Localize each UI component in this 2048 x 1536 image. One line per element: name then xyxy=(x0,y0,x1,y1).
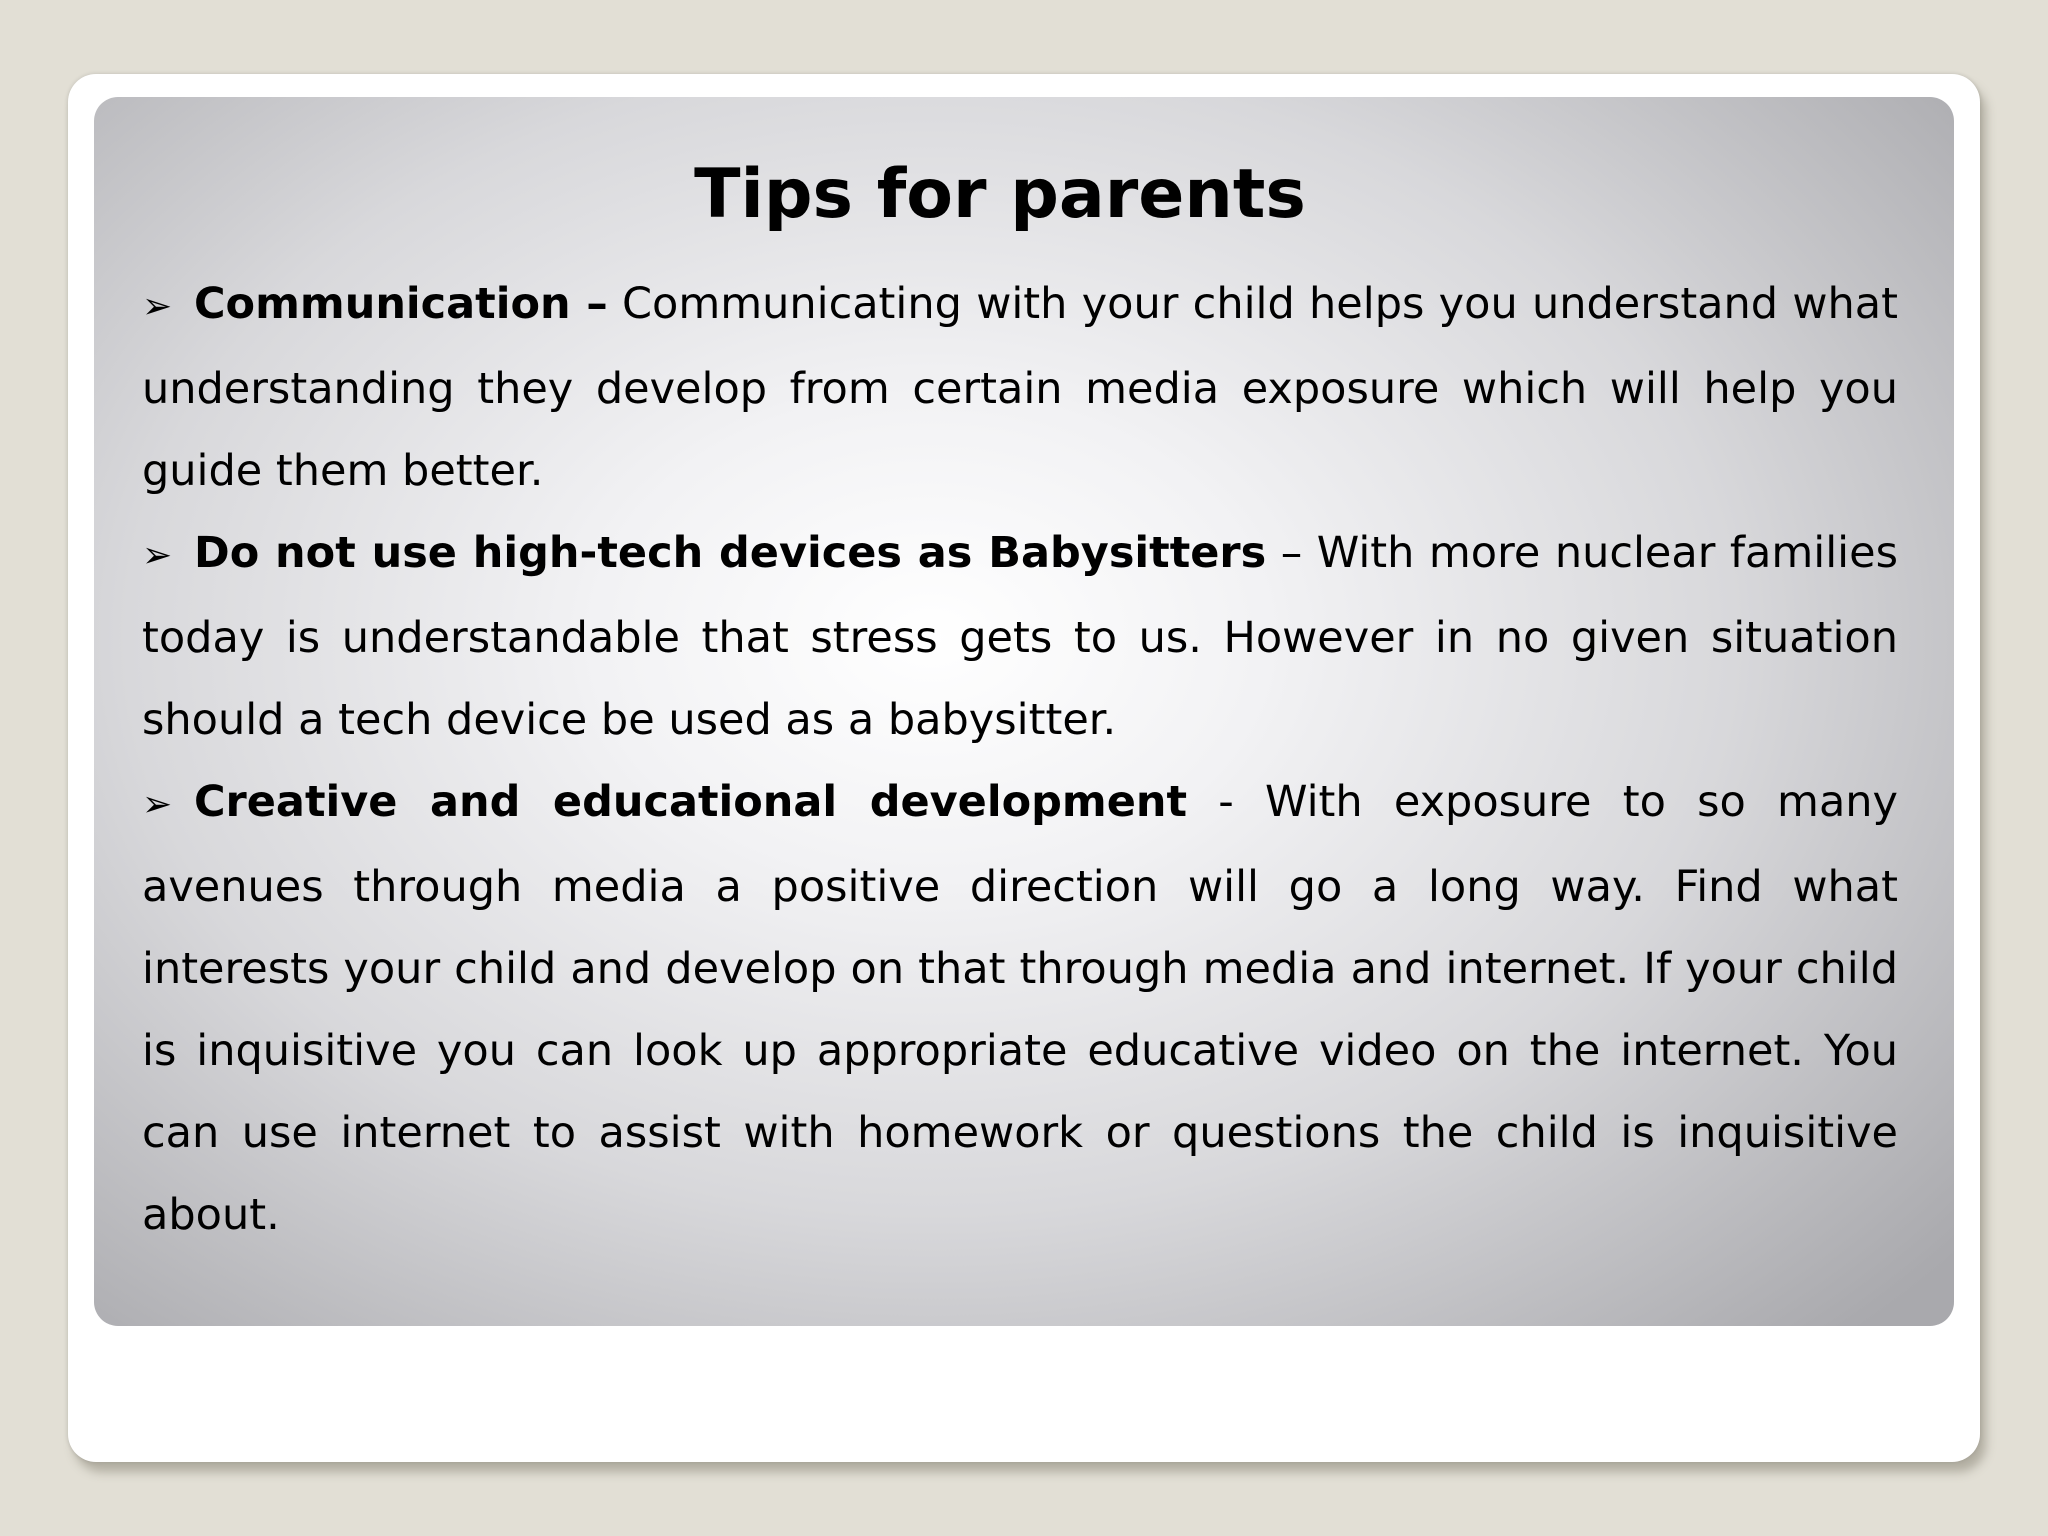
content-panel xyxy=(94,97,1954,1326)
arrow-bullet-icon: ➢ xyxy=(142,286,173,327)
tip-body: – With more nuclear families today is understandable that stress gets to us. However in no given situation should a tech device be used as a babysitter. xyxy=(142,528,1898,745)
tip-body: Communicating with your child helps you understand what understanding they develop from certain media exposure which will help you guide them better. xyxy=(142,279,1898,496)
tip-heading: Communication – xyxy=(194,279,608,329)
tip-body: - With exposure to so many avenues through media a positive direction will go a long way. Find what interests your child and develop on that through media and internet. If your child is inquisitive you can look up appropriate educative video on the internet. You can use internet to assist with homework or questions the child is inquisitive about. xyxy=(142,777,1898,1240)
tip-heading: Do not use high-tech devices as Babysitters xyxy=(194,528,1267,578)
tips-list xyxy=(142,263,1898,1256)
tip-babysitters xyxy=(142,512,1898,761)
tip-creative-development xyxy=(142,761,1898,1256)
arrow-bullet-icon: ➢ xyxy=(142,784,173,825)
arrow-bullet-icon: ➢ xyxy=(142,535,173,576)
slide-title: Tips for parents xyxy=(694,155,1306,234)
tip-heading: Creative and educational development xyxy=(194,777,1188,827)
tip-communication xyxy=(142,263,1898,512)
